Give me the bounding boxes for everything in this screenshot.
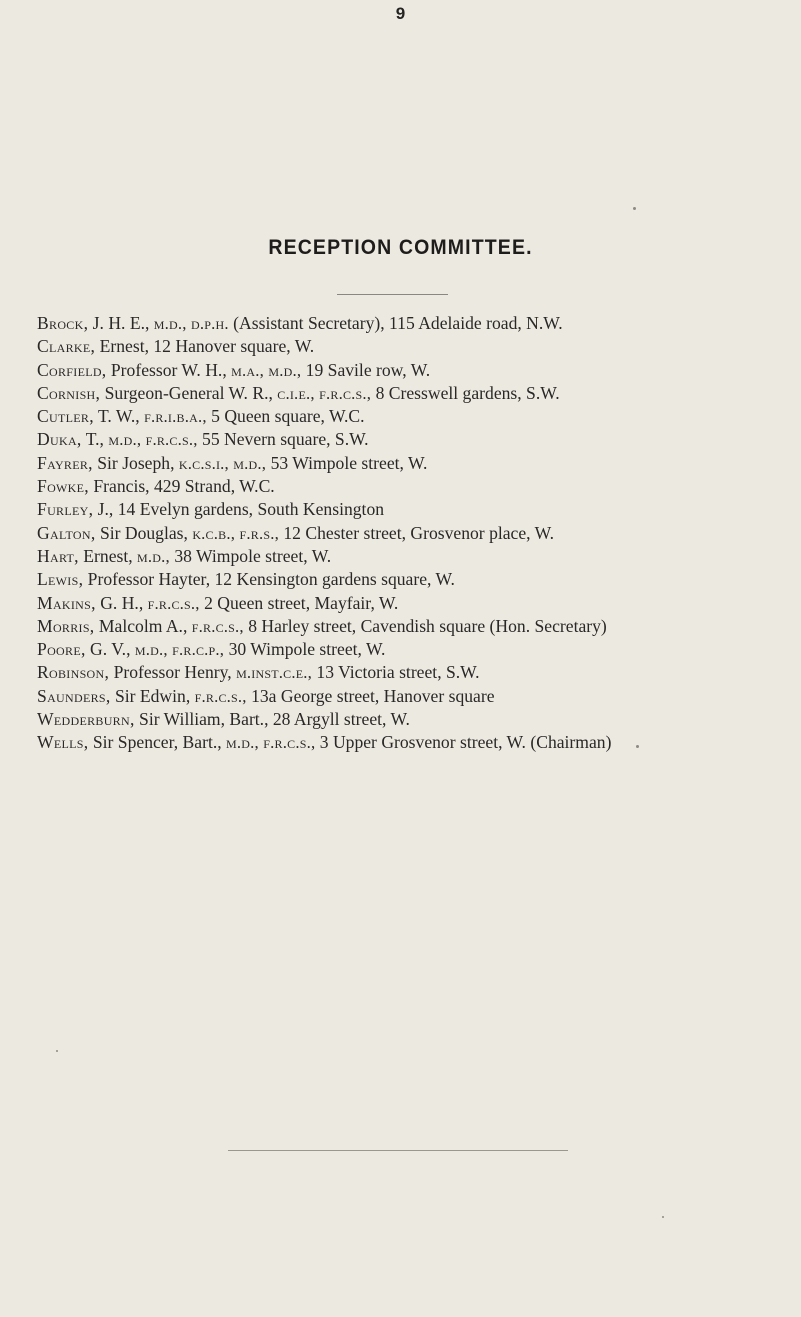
member-surname: Morris, xyxy=(37,615,95,636)
list-item xyxy=(37,545,772,568)
member-surname: Fowke, xyxy=(37,476,89,497)
member-surname: Saunders, xyxy=(37,685,111,706)
member-details: Sir Edwin, xyxy=(110,685,195,706)
list-item xyxy=(37,475,772,498)
member-surname: Fayrer, xyxy=(37,452,93,473)
list-item xyxy=(37,498,772,521)
member-qualifications: m.d., f.r.c.p., xyxy=(134,640,225,660)
member-surname: Cornish, xyxy=(37,382,101,403)
member-details: G. H., xyxy=(95,592,148,613)
member-qualifications: k.c.s.i., m.d., xyxy=(178,453,267,473)
member-details: Sir William, Bart., 28 Argyll street, W. xyxy=(134,709,410,730)
list-item xyxy=(37,568,772,591)
list-item xyxy=(37,522,772,545)
paper-speck xyxy=(636,745,639,748)
list-item xyxy=(37,452,772,475)
member-surname: Galton, xyxy=(37,522,96,543)
member-surname: Hart, xyxy=(37,545,79,566)
member-details: T., xyxy=(81,429,109,450)
list-item xyxy=(37,592,772,615)
member-address: 3 Upper Grosvenor street, W. (Chairman) xyxy=(315,732,612,753)
member-details: J., 14 Evelyn gardens, South Kensington xyxy=(93,499,385,520)
member-address: 55 Nevern square, S.W. xyxy=(197,429,369,450)
list-item xyxy=(37,335,772,358)
committee-member-list xyxy=(37,312,772,755)
member-address: 8 Cresswell gardens, S.W. xyxy=(371,382,560,403)
member-qualifications: m.inst.c.e., xyxy=(236,663,313,683)
list-item xyxy=(37,428,772,451)
list-item xyxy=(37,382,772,405)
member-address: 12 Chester street, Grosvenor place, W. xyxy=(278,522,555,543)
member-address: (Assistant Secretary), 115 Adelaide road, N.W. xyxy=(228,313,563,333)
member-surname: Duka, xyxy=(37,429,82,450)
member-surname: Robinson, xyxy=(37,662,110,683)
member-surname: Cutler, xyxy=(37,406,94,427)
member-details: Professor W. H., xyxy=(106,359,232,380)
paper-speck xyxy=(56,1050,58,1052)
member-details: Professor Henry, xyxy=(109,662,237,683)
member-surname: Wedderburn, xyxy=(37,709,135,730)
member-address: 2 Queen street, Mayfair, W. xyxy=(199,592,399,613)
footer-divider xyxy=(228,1150,568,1151)
list-item xyxy=(37,685,772,708)
member-qualifications: m.d., xyxy=(137,546,170,566)
member-details: G. V., xyxy=(85,639,135,660)
list-item xyxy=(37,615,772,638)
member-details: Ernest, xyxy=(78,545,138,566)
member-address: 30 Wimpole street, W. xyxy=(224,639,386,660)
list-item xyxy=(37,638,772,661)
member-details: Surgeon-General W. R., xyxy=(100,382,278,403)
member-qualifications: m.d., f.r.c.s., xyxy=(108,430,198,450)
member-address: 19 Savile row, W. xyxy=(301,359,431,380)
member-details: Sir Spencer, Bart., xyxy=(88,732,227,753)
member-qualifications: f.r.c.s., xyxy=(191,616,244,636)
member-qualifications: m.d., d.p.h. xyxy=(153,314,229,333)
title-divider xyxy=(337,294,448,295)
member-qualifications: f.r.i.b.a., xyxy=(144,407,207,427)
member-address: 5 Queen square, W.C. xyxy=(206,406,365,427)
member-details: Sir Douglas, xyxy=(95,522,193,543)
page-number: 9 xyxy=(395,4,406,23)
member-qualifications: c.i.e., f.r.c.s., xyxy=(277,383,372,403)
paper-speck xyxy=(633,207,636,210)
member-address: 38 Wimpole street, W. xyxy=(169,545,332,566)
member-details: J. H. E., xyxy=(88,313,154,333)
member-qualifications: f.r.c.s., xyxy=(194,686,247,706)
member-surname: Furley, xyxy=(37,499,94,520)
member-details: Sir Joseph, xyxy=(92,452,179,473)
member-address: 53 Wimpole street, W. xyxy=(266,452,428,473)
member-surname: Corfield, xyxy=(37,359,107,380)
member-surname: Wells, xyxy=(37,732,89,753)
page-title: RECEPTION COMMITTEE. xyxy=(268,236,533,259)
member-details: T. W., xyxy=(93,406,145,427)
member-surname: Makins, xyxy=(37,592,96,613)
member-surname: Lewis, xyxy=(37,569,84,590)
member-address: 13 Victoria street, S.W. xyxy=(312,662,480,683)
list-item xyxy=(37,312,772,335)
member-qualifications: f.r.c.s., xyxy=(147,593,200,613)
member-surname: Clarke, xyxy=(37,336,96,357)
list-item xyxy=(37,708,772,731)
member-surname: Poore, xyxy=(37,639,86,660)
list-item xyxy=(37,359,772,382)
member-qualifications: m.d., f.r.c.s., xyxy=(226,733,316,753)
member-qualifications: k.c.b., f.r.s., xyxy=(192,523,279,543)
member-details: Professor Hayter, 12 Kensington gardens square, W. xyxy=(83,569,455,590)
list-item xyxy=(37,661,772,684)
member-surname: Brock, xyxy=(37,313,89,333)
member-address: 13a George street, Hanover square xyxy=(246,685,495,706)
member-address: 8 Harley street, Cavendish square (Hon. Secretary) xyxy=(243,615,607,636)
member-details: Ernest, 12 Hanover square, W. xyxy=(95,336,315,357)
list-item xyxy=(37,405,772,428)
list-item xyxy=(37,731,772,754)
paper-speck xyxy=(662,1216,664,1218)
member-details: Malcolm A., xyxy=(94,615,192,636)
member-qualifications: m.a., m.d., xyxy=(231,360,302,380)
member-details: Francis, 429 Strand, W.C. xyxy=(88,476,275,497)
